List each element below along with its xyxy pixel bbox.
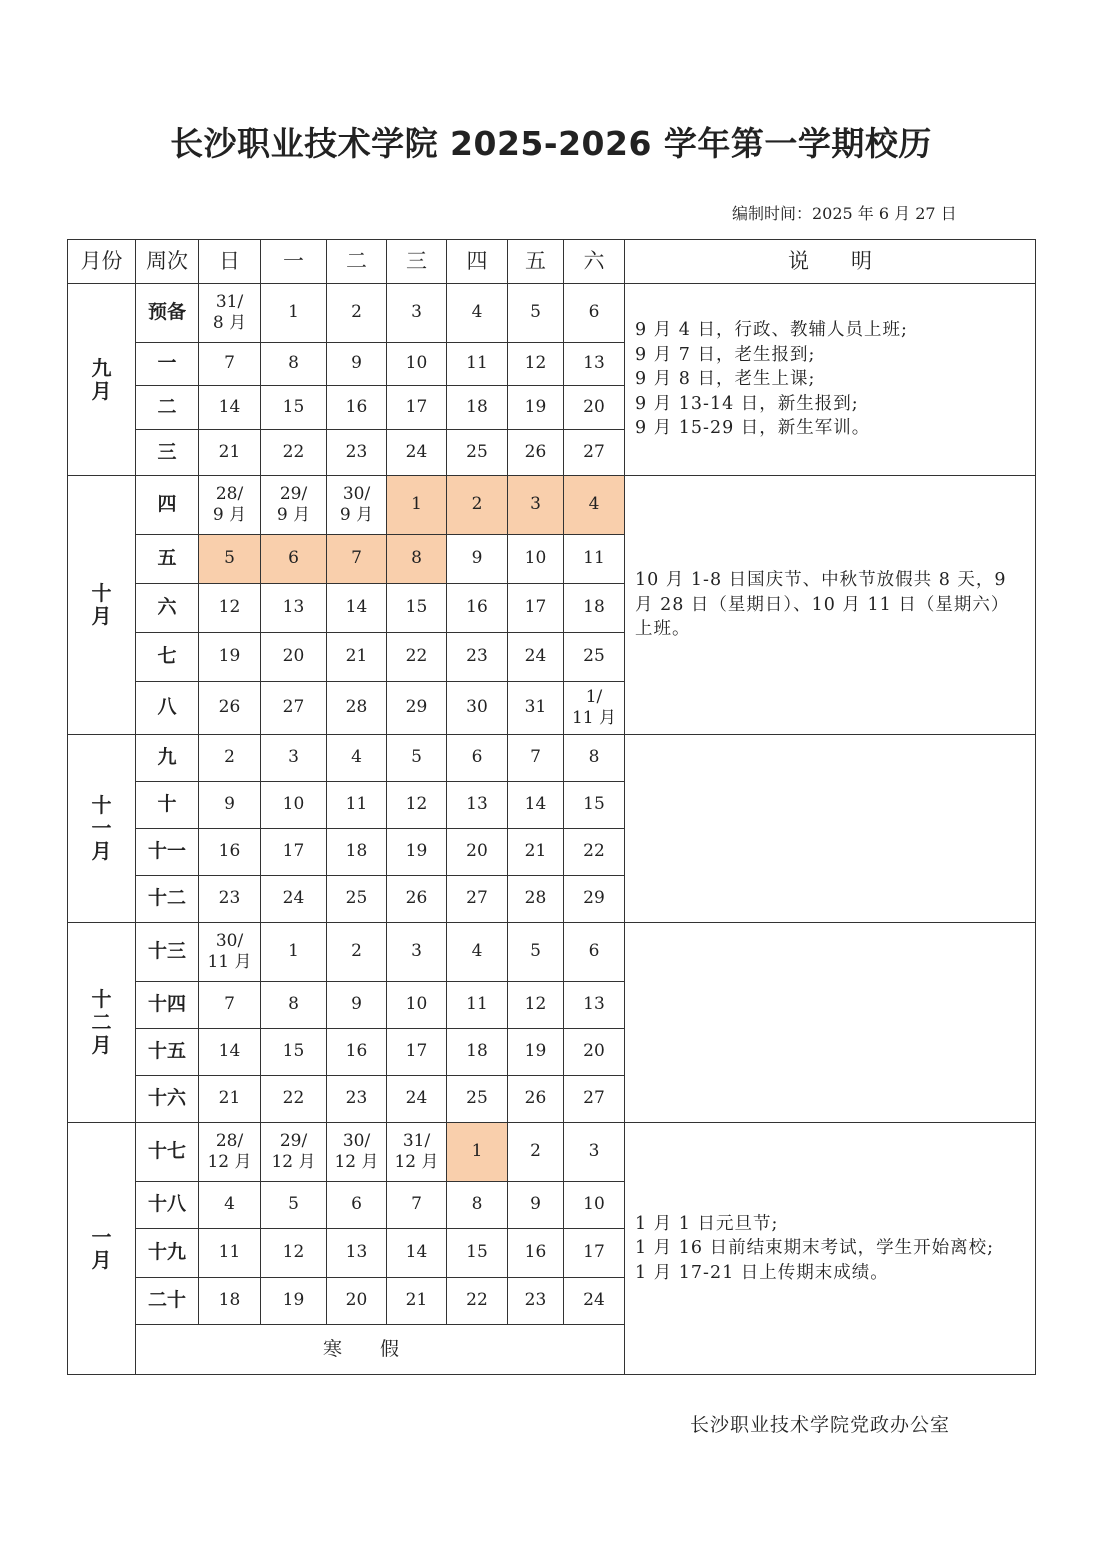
- day-cell: 26: [508, 1076, 564, 1123]
- day-cell: 5: [261, 1182, 327, 1229]
- holiday-day-cell: 7: [327, 535, 387, 584]
- week-row: [68, 476, 1036, 535]
- page-title: 长沙职业技术学院 2025-2026 学年第一学期校历: [170, 124, 932, 163]
- holiday-day-cell: 1: [447, 1123, 508, 1182]
- day-cell: 12: [261, 1229, 327, 1278]
- calendar-table: [67, 239, 1036, 1375]
- day-cell: 6: [564, 923, 625, 982]
- day-cell: 28: [508, 876, 564, 923]
- week-label: 七: [136, 633, 199, 682]
- week-label: 十一: [136, 829, 199, 876]
- day-cell: 13: [447, 782, 508, 829]
- day-cell: 7: [508, 735, 564, 782]
- holiday-day-cell: 1: [387, 476, 447, 535]
- day-cell: 17: [387, 1029, 447, 1076]
- week-row: [68, 923, 1036, 982]
- day-cell: 4: [199, 1182, 261, 1229]
- header-sun: 日: [199, 240, 261, 284]
- day-cell: 16: [508, 1229, 564, 1278]
- day-cell: 18: [447, 1029, 508, 1076]
- day-cell: 24: [387, 430, 447, 476]
- header-week: 周次: [136, 240, 199, 284]
- day-cell: 10: [261, 782, 327, 829]
- day-cell: 2: [327, 284, 387, 343]
- day-cell: 12: [387, 782, 447, 829]
- holiday-day-cell: 6: [261, 535, 327, 584]
- day-cell: 25: [447, 430, 508, 476]
- day-cell: 10: [387, 982, 447, 1029]
- holiday-day-cell: 5: [199, 535, 261, 584]
- week-label: 三: [136, 430, 199, 476]
- holiday-day-cell: 3: [508, 476, 564, 535]
- week-label: 十四: [136, 982, 199, 1029]
- day-cell: 23: [327, 430, 387, 476]
- day-cell: 26: [199, 682, 261, 735]
- day-cell: 31/ 12 月: [387, 1123, 447, 1182]
- day-cell: 29: [564, 876, 625, 923]
- day-cell: 16: [447, 584, 508, 633]
- day-cell: 8: [261, 343, 327, 386]
- day-cell: 23: [327, 1076, 387, 1123]
- day-cell: 1: [261, 923, 327, 982]
- winter-vacation: 寒假: [136, 1325, 625, 1375]
- day-cell: 6: [327, 1182, 387, 1229]
- day-cell: 3: [261, 735, 327, 782]
- header-fri: 五: [508, 240, 564, 284]
- day-cell: 24: [508, 633, 564, 682]
- header-thu: 四: [447, 240, 508, 284]
- day-cell: 19: [387, 829, 447, 876]
- month-name: 九月: [91, 355, 112, 403]
- day-cell: 17: [564, 1229, 625, 1278]
- day-cell: 16: [327, 1029, 387, 1076]
- day-cell: 14: [327, 584, 387, 633]
- day-cell: 30: [447, 682, 508, 735]
- day-cell: 9: [508, 1182, 564, 1229]
- day-cell: 29/ 9 月: [261, 476, 327, 535]
- day-cell: 20: [564, 386, 625, 430]
- day-cell: 10: [564, 1182, 625, 1229]
- month-name: 十二月: [91, 987, 112, 1057]
- day-cell: 15: [261, 1029, 327, 1076]
- day-cell: 26: [508, 430, 564, 476]
- day-cell: 11: [327, 782, 387, 829]
- day-cell: 29: [387, 682, 447, 735]
- day-cell: 9: [327, 982, 387, 1029]
- compiled-date: 编制时间：2025 年 6 月 27 日: [732, 204, 957, 223]
- month-notes-nov: [625, 735, 1036, 923]
- day-cell: 27: [564, 1076, 625, 1123]
- week-label: 十三: [136, 923, 199, 982]
- holiday-day-cell: 4: [564, 476, 625, 535]
- day-cell: 22: [447, 1278, 508, 1325]
- day-cell: 12: [508, 982, 564, 1029]
- day-cell: 20: [447, 829, 508, 876]
- day-cell: 14: [508, 782, 564, 829]
- header-wed: 三: [387, 240, 447, 284]
- day-cell: 17: [261, 829, 327, 876]
- day-cell: 13: [564, 343, 625, 386]
- day-cell: 12: [199, 584, 261, 633]
- day-cell: 12: [508, 343, 564, 386]
- month-notes-dec: [625, 923, 1036, 1123]
- week-row: [68, 284, 1036, 343]
- week-label: 二: [136, 386, 199, 430]
- day-cell: 22: [261, 430, 327, 476]
- day-cell: 10: [508, 535, 564, 584]
- month-name: 十月: [91, 581, 112, 628]
- day-cell: 21: [508, 829, 564, 876]
- day-cell: 11: [447, 982, 508, 1029]
- day-cell: 2: [199, 735, 261, 782]
- month-notes-oct: 10 月 1-8 日国庆节、中秋节放假共 8 天，9 月 28 日（星期日）、10 月 11 日（星期六）上班。: [625, 476, 1036, 735]
- day-cell: 6: [564, 284, 625, 343]
- day-cell: 5: [508, 284, 564, 343]
- week-row: [68, 1123, 1036, 1182]
- day-cell: 31: [508, 682, 564, 735]
- day-cell: 7: [199, 982, 261, 1029]
- day-cell: 25: [447, 1076, 508, 1123]
- week-label: 预备: [136, 284, 199, 343]
- day-cell: 21: [199, 430, 261, 476]
- day-cell: 22: [261, 1076, 327, 1123]
- day-cell: 16: [327, 386, 387, 430]
- day-cell: 9: [447, 535, 508, 584]
- day-cell: 11: [199, 1229, 261, 1278]
- day-cell: 8: [564, 735, 625, 782]
- week-label: 十二: [136, 876, 199, 923]
- day-cell: 16: [199, 829, 261, 876]
- day-cell: 27: [261, 682, 327, 735]
- holiday-day-cell: 2: [447, 476, 508, 535]
- week-row: [68, 735, 1036, 782]
- day-cell: 1: [261, 284, 327, 343]
- week-label: 十: [136, 782, 199, 829]
- day-cell: 15: [387, 584, 447, 633]
- day-cell: 10: [387, 343, 447, 386]
- day-cell: 19: [508, 386, 564, 430]
- month-notes-jan: 1 月 1 日元旦节; 1 月 16 日前结束期末考试，学生开始离校; 1 月 17-21 日上传期末成绩。: [625, 1123, 1036, 1375]
- day-cell: 26: [387, 876, 447, 923]
- day-cell: 9: [327, 343, 387, 386]
- day-cell: 15: [447, 1229, 508, 1278]
- day-cell: 20: [564, 1029, 625, 1076]
- day-cell: 21: [199, 1076, 261, 1123]
- day-cell: 21: [327, 633, 387, 682]
- month-name: 一月: [91, 1224, 112, 1272]
- day-cell: 22: [564, 829, 625, 876]
- day-cell: 14: [387, 1229, 447, 1278]
- holiday-day-cell: 8: [387, 535, 447, 584]
- day-cell: 14: [199, 1029, 261, 1076]
- month-label-oct: [68, 476, 136, 735]
- month-label-sep: [68, 284, 136, 476]
- month-notes-sep: 9 月 4 日，行政、教辅人员上班; 9 月 7 日，老生报到; 9 月 8 日，老生上课; 9 月 13-14 日，新生报到; 9 月 15-29 日，新生军训。: [625, 284, 1036, 476]
- month-name: 十一月: [91, 793, 112, 863]
- day-cell: 24: [387, 1076, 447, 1123]
- issuer: 长沙职业技术学院党政办公室: [690, 1414, 951, 1436]
- calendar-body: [68, 284, 1036, 1375]
- week-label: 四: [136, 476, 199, 535]
- day-cell: 15: [564, 782, 625, 829]
- day-cell: 31/ 8 月: [199, 284, 261, 343]
- day-cell: 23: [199, 876, 261, 923]
- day-cell: 3: [387, 284, 447, 343]
- day-cell: 5: [508, 923, 564, 982]
- day-cell: 24: [564, 1278, 625, 1325]
- header-notes: 说 明: [625, 240, 1036, 284]
- header-row: [68, 240, 1036, 284]
- day-cell: 18: [564, 584, 625, 633]
- day-cell: 24: [261, 876, 327, 923]
- day-cell: 1/ 11 月: [564, 682, 625, 735]
- day-cell: 27: [447, 876, 508, 923]
- header-sat: 六: [564, 240, 625, 284]
- day-cell: 21: [387, 1278, 447, 1325]
- day-cell: 4: [447, 284, 508, 343]
- day-cell: 30/ 9 月: [327, 476, 387, 535]
- day-cell: 17: [387, 386, 447, 430]
- week-label: 十五: [136, 1029, 199, 1076]
- header-mon: 一: [261, 240, 327, 284]
- day-cell: 23: [508, 1278, 564, 1325]
- week-label: 二十: [136, 1278, 199, 1325]
- day-cell: 25: [327, 876, 387, 923]
- day-cell: 11: [447, 343, 508, 386]
- day-cell: 30/ 12 月: [327, 1123, 387, 1182]
- day-cell: 7: [387, 1182, 447, 1229]
- day-cell: 7: [199, 343, 261, 386]
- day-cell: 2: [327, 923, 387, 982]
- day-cell: 3: [564, 1123, 625, 1182]
- day-cell: 4: [327, 735, 387, 782]
- day-cell: 29/ 12 月: [261, 1123, 327, 1182]
- day-cell: 13: [327, 1229, 387, 1278]
- day-cell: 19: [261, 1278, 327, 1325]
- day-cell: 3: [387, 923, 447, 982]
- day-cell: 11: [564, 535, 625, 584]
- day-cell: 20: [327, 1278, 387, 1325]
- day-cell: 17: [508, 584, 564, 633]
- day-cell: 28/ 12 月: [199, 1123, 261, 1182]
- day-cell: 19: [199, 633, 261, 682]
- day-cell: 4: [447, 923, 508, 982]
- day-cell: 22: [387, 633, 447, 682]
- day-cell: 28: [327, 682, 387, 735]
- day-cell: 27: [564, 430, 625, 476]
- day-cell: 15: [261, 386, 327, 430]
- day-cell: 14: [199, 386, 261, 430]
- month-label-nov: [68, 735, 136, 923]
- week-label: 九: [136, 735, 199, 782]
- day-cell: 18: [199, 1278, 261, 1325]
- week-label: 一: [136, 343, 199, 386]
- day-cell: 18: [327, 829, 387, 876]
- month-label-jan: [68, 1123, 136, 1375]
- day-cell: 19: [508, 1029, 564, 1076]
- day-cell: 30/ 11 月: [199, 923, 261, 982]
- header-month: 月份: [68, 240, 136, 284]
- day-cell: 20: [261, 633, 327, 682]
- header-tue: 二: [327, 240, 387, 284]
- week-label: 八: [136, 682, 199, 735]
- day-cell: 2: [508, 1123, 564, 1182]
- week-label: 五: [136, 535, 199, 584]
- week-label: 十九: [136, 1229, 199, 1278]
- day-cell: 6: [447, 735, 508, 782]
- day-cell: 13: [564, 982, 625, 1029]
- day-cell: 5: [387, 735, 447, 782]
- day-cell: 13: [261, 584, 327, 633]
- month-label-dec: [68, 923, 136, 1123]
- day-cell: 25: [564, 633, 625, 682]
- day-cell: 8: [261, 982, 327, 1029]
- day-cell: 9: [199, 782, 261, 829]
- week-label: 六: [136, 584, 199, 633]
- week-label: 十八: [136, 1182, 199, 1229]
- day-cell: 8: [447, 1182, 508, 1229]
- day-cell: 23: [447, 633, 508, 682]
- day-cell: 18: [447, 386, 508, 430]
- week-label: 十七: [136, 1123, 199, 1182]
- week-label: 十六: [136, 1076, 199, 1123]
- day-cell: 28/ 9 月: [199, 476, 261, 535]
